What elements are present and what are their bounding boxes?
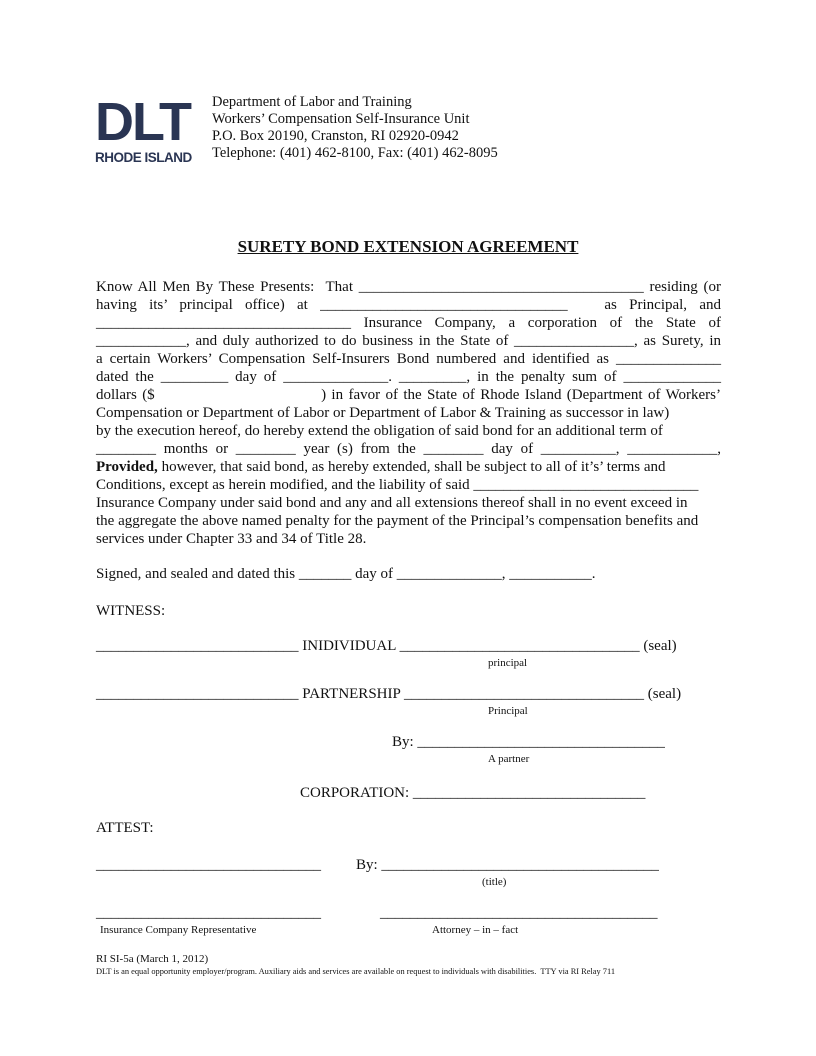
body-line: services under Chapter 33 and 34 of Title 28. — [96, 531, 367, 547]
header-line: Telephone: (401) 462-8100, Fax: (401) 462-8095 — [212, 145, 498, 161]
attest-by-line[interactable]: By: _____________________________________ — [356, 857, 659, 873]
representative-caption: Insurance Company Representative — [100, 924, 257, 936]
witness-label: WITNESS: — [96, 603, 166, 619]
body-line: a certain Workers’ Compensation Self-Insurers Bond numbered and identified as ______________ — [96, 351, 721, 367]
body-line: Compensation or Department of Labor or Department of Labor & Training as successor in law) — [96, 405, 670, 421]
header-line: P.O. Box 20190, Cranston, RI 02920-0942 — [212, 128, 459, 144]
header-line: Department of Labor and Training — [212, 94, 412, 110]
body-line-text: however, that said bond, as hereby extended, shall be subject to all of it’s’ terms and — [161, 459, 666, 475]
individual-signature-line[interactable]: ___________________________ INIDIVIDUAL ________________________________ (seal) — [96, 638, 677, 654]
representative-signature-line[interactable]: ______________________________ — [96, 905, 321, 921]
attorney-caption: Attorney – in – fact — [432, 924, 519, 936]
body-line: Insurance Company under said bond and any and all extensions thereof shall in no event exceed in — [96, 495, 688, 511]
body-line: ____________, and duly authorized to do business in the State of ________________, as Surety, in — [96, 333, 721, 349]
logo-text: DLT — [95, 96, 190, 152]
agreement-body — [96, 278, 721, 548]
partnership-caption: Principal — [488, 705, 528, 717]
body-line: Conditions, except as herein modified, and the liability of said ______________________________ — [96, 477, 699, 493]
partner-caption: A partner — [488, 753, 530, 765]
partnership-signature-line[interactable]: ___________________________ PARTNERSHIP ________________________________ (seal) — [96, 686, 682, 702]
body-line: dated the _________ day of ______________. _________, in the penalty sum of _____________ — [96, 369, 721, 385]
individual-caption: principal — [488, 657, 528, 669]
attorney-signature-line[interactable]: _____________________________________ — [380, 905, 658, 921]
signed-line[interactable]: Signed, and sealed and dated this _______ day of ______________, ___________. — [96, 566, 596, 582]
partner-by-line[interactable]: By: _________________________________ — [392, 734, 665, 750]
body-line: the aggregate the above named penalty for the payment of the Principal’s compensation benefits and — [96, 513, 699, 529]
provided-bold: Provided, — [96, 459, 158, 475]
logo-subtext: RHODE ISLAND — [95, 150, 192, 165]
attest-label: ATTEST: — [96, 820, 154, 836]
body-line: Know All Men By These Presents: That ______________________________________ residing (or — [96, 279, 721, 295]
form-number: RI SI-5a (March 1, 2012) — [96, 953, 209, 965]
attest-signature-line[interactable]: ______________________________ — [96, 857, 321, 873]
body-line: dollars ($ ) in favor of the State of Rhode Island (Department of Workers’ — [96, 387, 721, 403]
dlt-logo — [95, 96, 199, 166]
document-title: SURETY BOND EXTENSION AGREEMENT — [237, 237, 579, 256]
body-line: by the execution hereof, do hereby extend the obligation of said bond for an additional term of — [96, 423, 663, 439]
body-line: __________________________________ Insurance Company, a corporation of the State of — [96, 315, 721, 331]
body-line — [96, 458, 721, 476]
title-caption: (title) — [482, 876, 507, 888]
corporation-line[interactable]: CORPORATION: _______________________________ — [300, 785, 646, 801]
footer-notice: DLT is an equal opportunity employer/program. Auxiliary aids and services are available on request to individuals with disabilities. TTY via RI Relay 711 — [96, 967, 616, 976]
body-line: having its’ principal office) at _________________________________ as Principal, and — [96, 297, 721, 313]
header-line: Workers’ Compensation Self-Insurance Unit — [212, 111, 470, 127]
body-line: ________ months or ________ year (s) from the ________ day of __________, ____________, — [96, 441, 721, 457]
